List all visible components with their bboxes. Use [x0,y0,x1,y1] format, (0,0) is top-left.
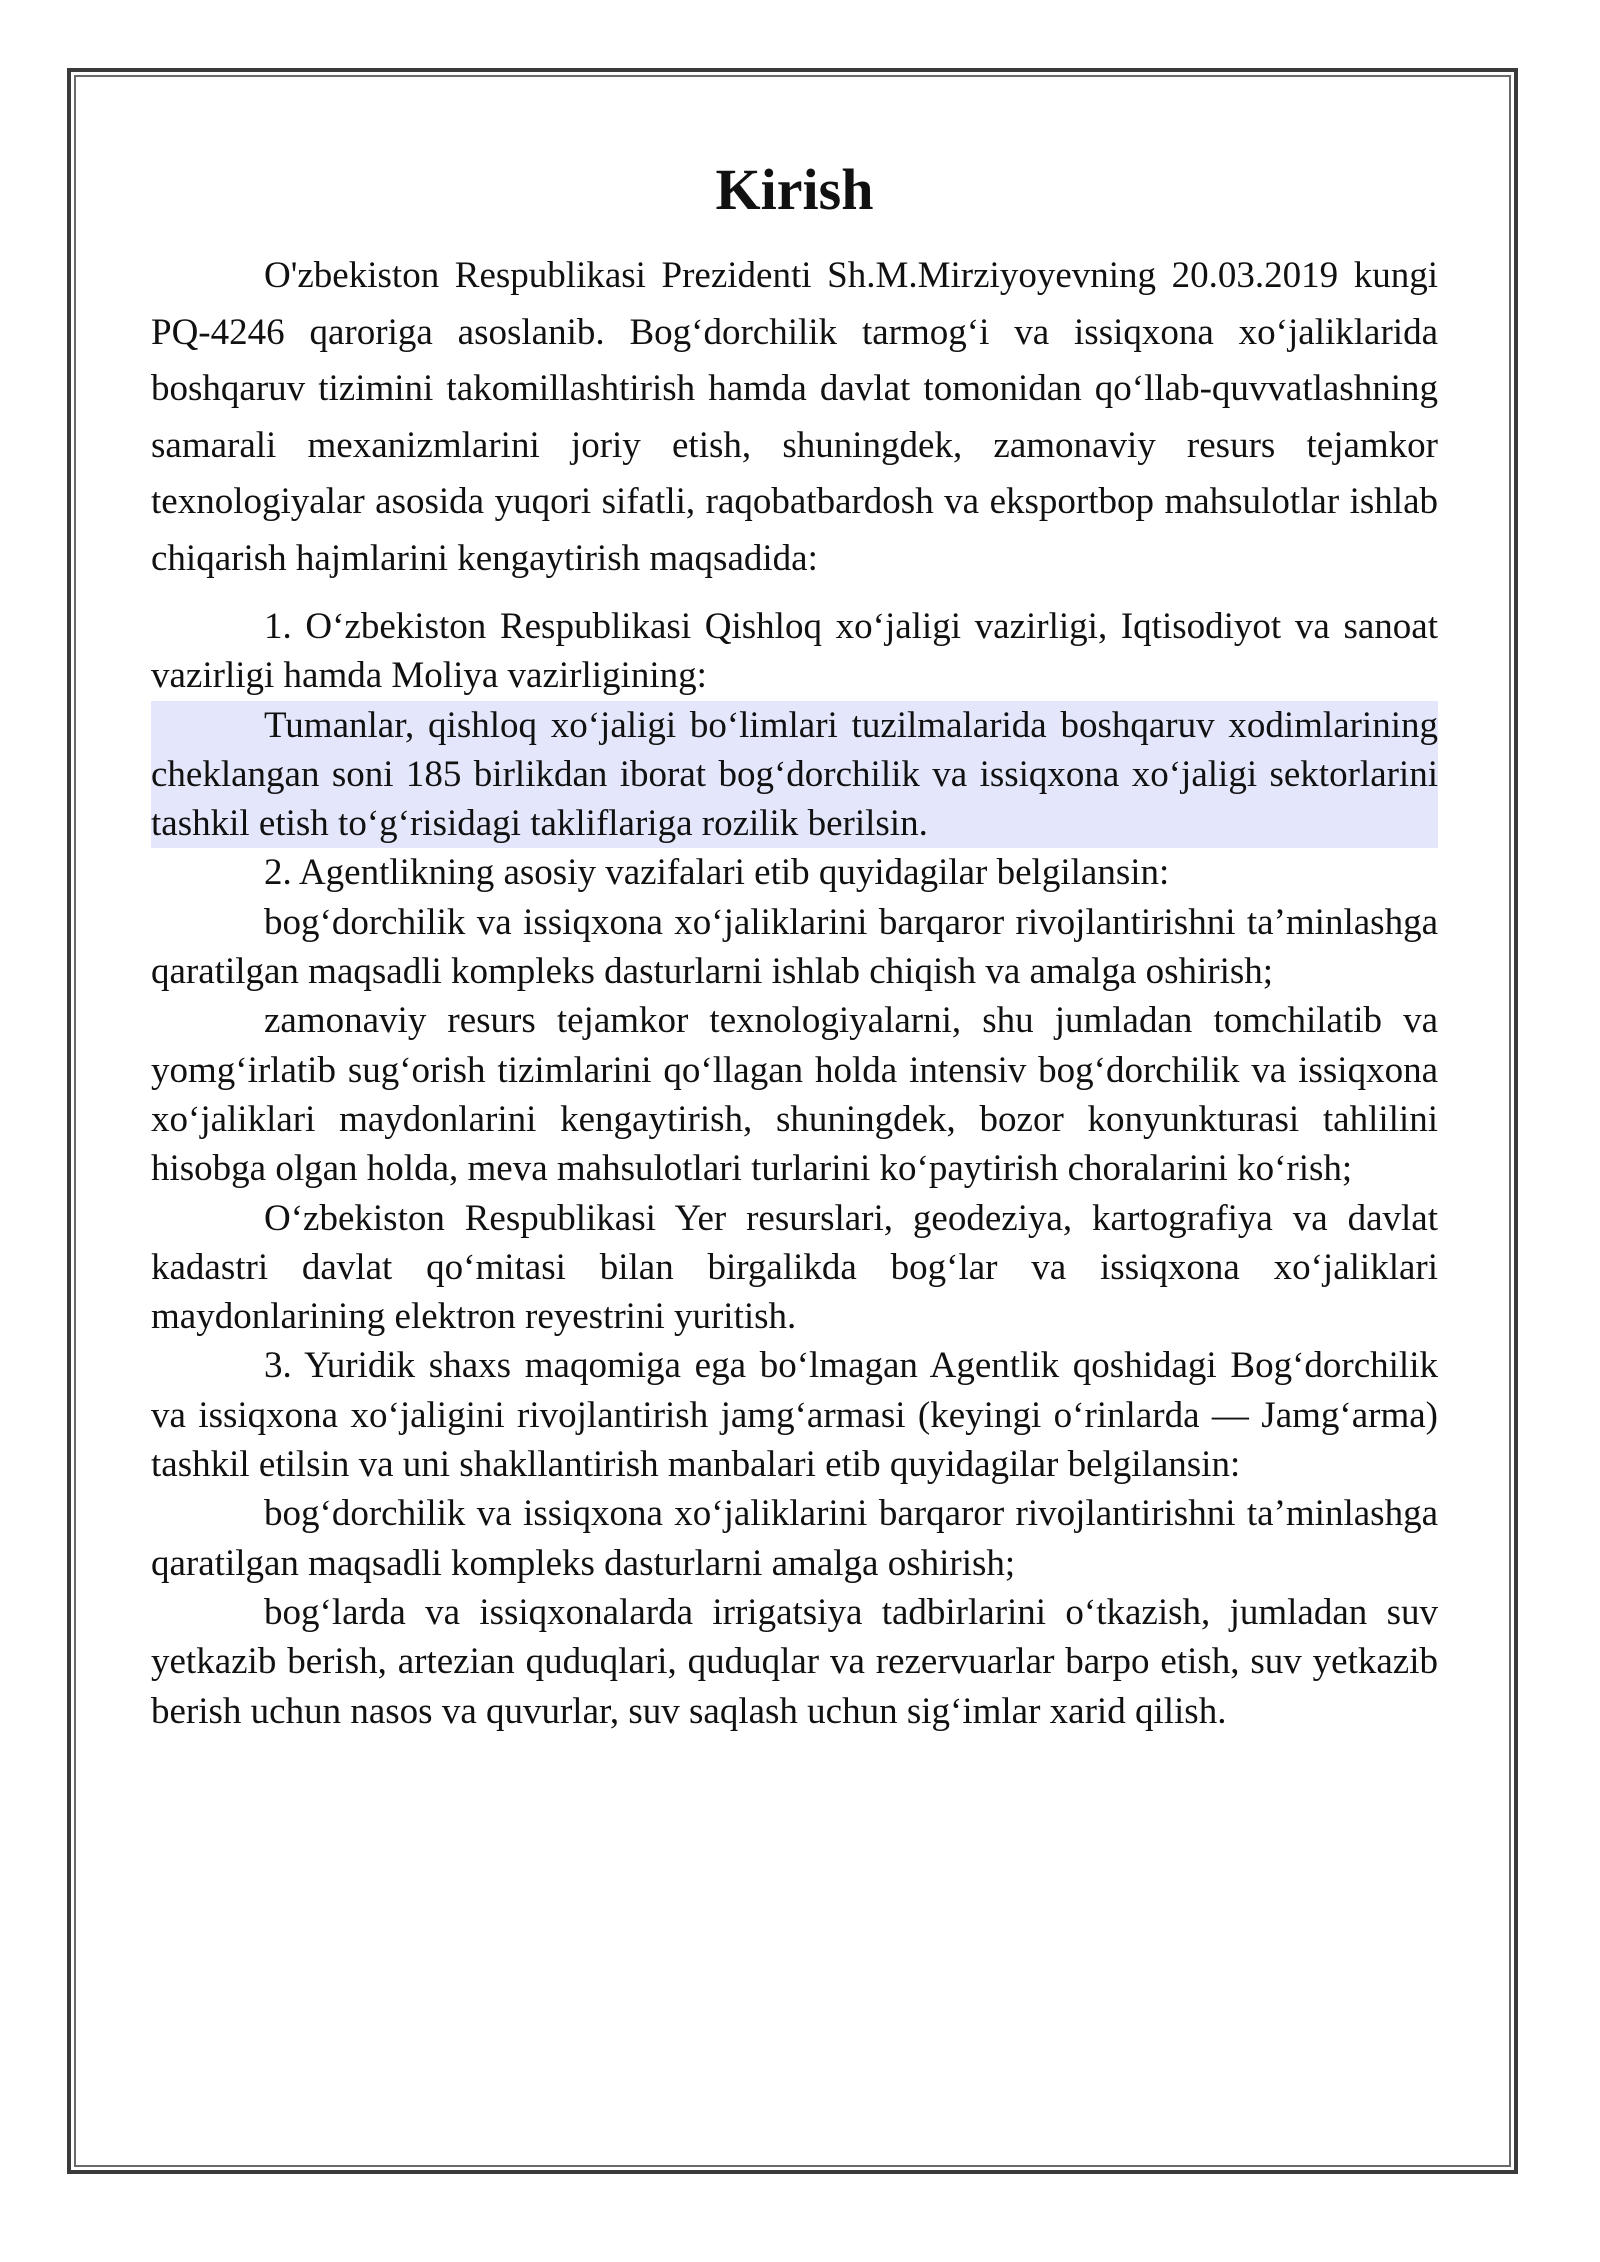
highlighted-paragraph[interactable]: Tumanlar, qishloq xo‘jaligi bo‘limlari tuzilmalarida boshqaruv xodimlarining cheklangan soni 185 birlikdan iborat bog‘dorchilik va issiqxona xo‘jaligi sektorlarini tashkil etish to‘g‘risidagi takliflariga rozilik berilsin. [151,701,1438,849]
document-title: Kirish [715,157,874,222]
paragraph-item-2: 2. Agentlikning asosiy vazifalari etib quyidagilar belgilansin: [264,852,1170,894]
paragraph-source-irrigation: bog‘larda va issiqxonalarda irrigatsiya tadbirlarini o‘tkazish, jumladan suv yetkazib berish, artezian quduqlari, quduqlar va rezervuarlar barpo etish, suv yetkazib berish uchun nasos va quvurlar, suv saqlash uchun sig‘imlar xarid qilish. [151,1591,1438,1732]
paragraph-task-technologies: zamonaviy resurs tejamkor texnologiyalarni, shu jumladan tomchilatib va yomg‘irlatib sug‘orish tizimlarini qo‘llagan holda intensiv bog‘dorchilik va issiqxona xo‘jaliklari maydonlarini kengaytirish, shuningdek, bozor konyunkturasi tahlilini hisobga olgan holda, meva mahsulotlari turlarini ko‘paytirish choralarini ko‘rish; [151,1000,1438,1190]
paragraph-task-registry: O‘zbekiston Respublikasi Yer resurslari, geodeziya, kartografiya va davlat kadastri davlat qo‘mitasi bilan birgalikda bog‘lar va issiqxona xo‘jaliklari maydonlarining elektron reyestrini yuritish. [151,1197,1438,1338]
intro-paragraph: O'zbekiston Respublikasi Prezidenti Sh.M.Mirziyoyevning 20.03.2019 kungi PQ-4246 qaroriga asoslanib. Bog‘dorchilik tarmog‘i va issiqxona xo‘jaliklarida boshqaruv tizimini takomillashtirish hamda davlat tomonidan qo‘llab-quvvatlashning samarali mexanizmlarini joriy etish, shuningdek, zamonaviy resurs tejamkor texnologiyalar asosida yuqori sifatli, raqobatbardosh va eksportbop mahsulotlar ishlab chiqarish hajmlarini kengaytirish maqsadida: [151,255,1438,579]
paragraph-source-programs: bog‘dorchilik va issiqxona xo‘jaliklarini barqaror rivojlantirishni ta’minlashga qaratilgan maqsadli kompleks dasturlarni amalga oshirish; [151,1493,1438,1584]
document-body [151,150,1438,1736]
paragraph-item-1: 1. O‘zbekiston Respublikasi Qishloq xo‘jaligi vazirligi, Iqtisodiyot va sanoat vazirligi hamda Moliya vazirligining: [151,606,1438,697]
paragraph-task-programs: bog‘dorchilik va issiqxona xo‘jaliklarini barqaror rivojlantirishni ta’minlashga qaratilgan maqsadli kompleks dasturlarni ishlab chiqish va amalga oshirish; [151,901,1438,993]
paragraph-item-3: 3. Yuridik shaxs maqomiga ega bo‘lmagan Agentlik qoshidagi Bog‘dorchilik va issiqxona xo‘jaligini rivojlantirish jamg‘armasi (keyingi o‘rinlarda — Jamg‘arma) tashkil etilsin va uni shakllantirish manbalari etib quyidagilar belgilansin: [151,1345,1438,1486]
